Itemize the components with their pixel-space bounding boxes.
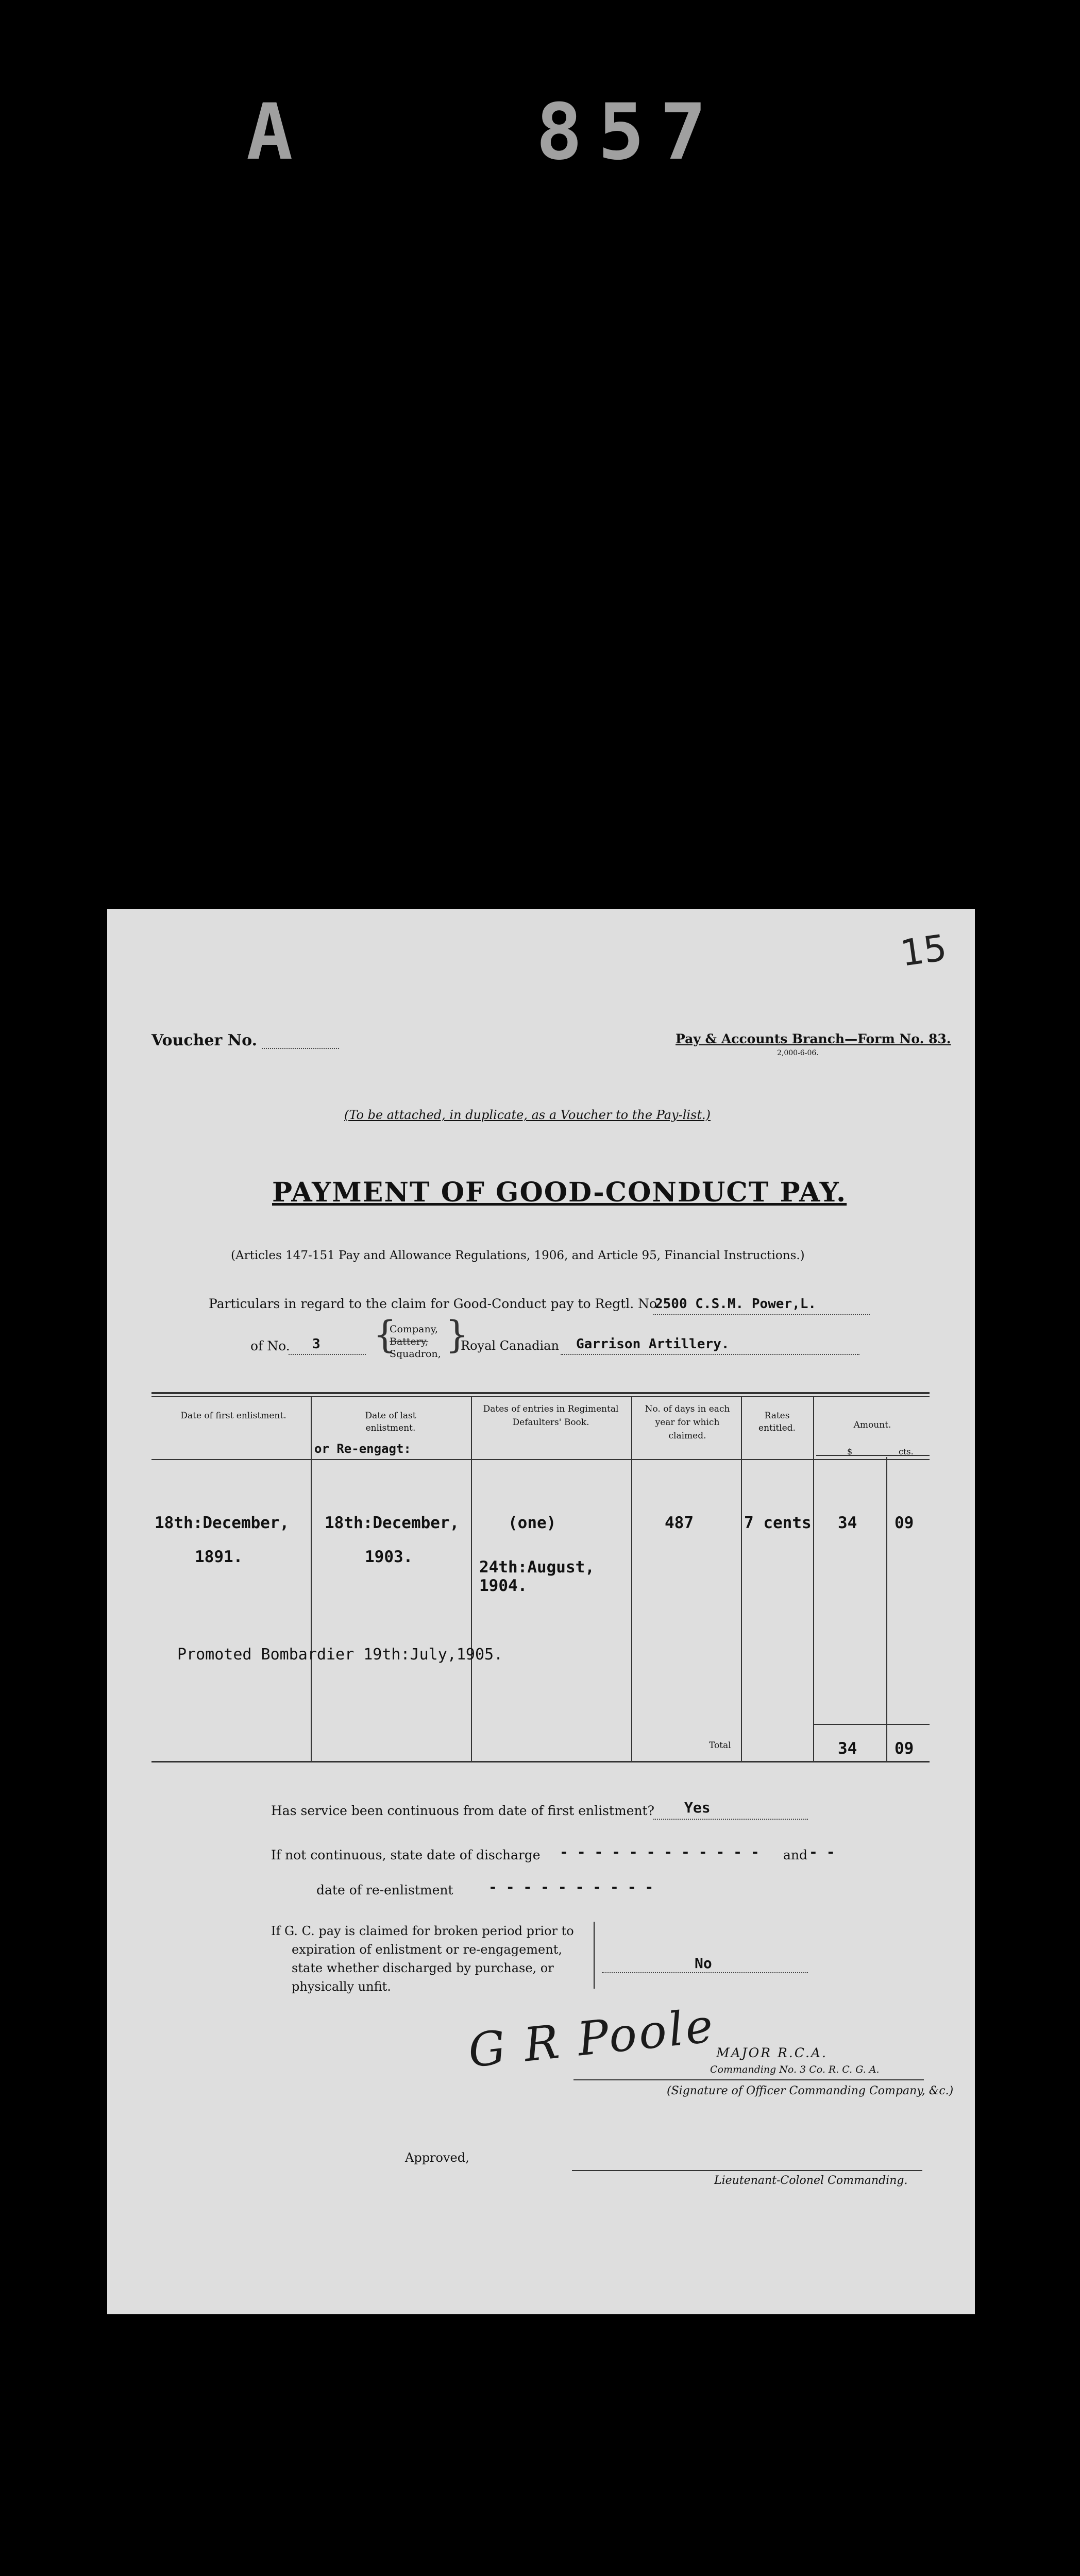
voucher-line	[262, 1048, 339, 1049]
gc-line-3: state whether discharged by purchase, or	[292, 1961, 554, 1975]
header-cents: cts.	[899, 1447, 914, 1456]
gc-answer-line	[602, 1972, 808, 1973]
header-first-enlistment: Date of first enlistment.	[180, 1411, 286, 1421]
approval-line	[572, 2170, 922, 2171]
particulars-prefix: Particulars in regard to the claim for Good-Conduct pay to Regtl. No.	[209, 1296, 661, 1311]
last-enlistment-date: 18th:December,	[325, 1514, 460, 1532]
right-brace: }	[445, 1313, 469, 1356]
table-top-rule	[151, 1392, 930, 1394]
regtl-no-line	[653, 1314, 870, 1315]
and-label: and	[783, 1848, 808, 1862]
first-enlistment-date: 18th:December,	[155, 1514, 290, 1532]
and-dashes: - -	[809, 1843, 835, 1860]
unit-type-options	[390, 1323, 441, 1360]
header-amount: Amount.	[853, 1420, 891, 1430]
option-battery: Battery,	[390, 1336, 429, 1347]
regtl-no-value: 2500 C.S.M. Power,L.	[655, 1296, 817, 1312]
header-dollars: $	[847, 1447, 853, 1456]
header-defaulters: Dates of entries in Regimental Defaulters' Book.	[483, 1404, 619, 1428]
first-enlistment-year: 1891.	[195, 1548, 243, 1566]
answer-continuous: Yes	[684, 1799, 711, 1816]
rate-entitled: 7 cents	[744, 1514, 812, 1532]
continuous-line	[653, 1819, 808, 1820]
attach-note: (To be attached, in duplicate, as a Voucher to the Pay-list.)	[344, 1108, 711, 1122]
articles-note: (Articles 147-151 Pay and Allowance Regulations, 1906, and Article 95, Financial Instructions.)	[231, 1249, 805, 1262]
form-label: Pay & Accounts Branch—Form No. 83.	[676, 1031, 951, 1046]
unit-no-line	[289, 1354, 366, 1355]
total-rule	[813, 1724, 930, 1725]
total-cents: 09	[895, 1739, 914, 1758]
col-divider-5	[813, 1396, 814, 1761]
signature-line	[573, 2079, 924, 2080]
answer-gc-pay: No	[695, 1955, 712, 1972]
table-bottom-rule	[151, 1761, 930, 1762]
defaulters-year: 1904.	[479, 1577, 528, 1595]
frame-letter: A	[246, 88, 309, 177]
corps-line	[561, 1354, 859, 1355]
defaulters-count: (one)	[508, 1514, 556, 1532]
print-code: 2,000-6-06.	[777, 1049, 819, 1057]
signature-caption: (Signature of Officer Commanding Company, &c.)	[667, 2084, 954, 2097]
amount-dollars: 34	[838, 1514, 857, 1532]
frame-number: 857	[536, 88, 722, 177]
re-engage-stamp: or Re-engagt:	[314, 1442, 411, 1456]
pay-voucher-document	[107, 909, 975, 2314]
option-squadron: Squadron,	[390, 1348, 441, 1360]
royal-canadian-label: Royal Canadian	[461, 1338, 559, 1353]
voucher-label: Voucher No.	[151, 1031, 258, 1049]
col-divider-6	[886, 1457, 887, 1761]
header-days: No. of days in each year for which claimed.	[645, 1404, 730, 1441]
lt-col-caption: Lieutenant-Colonel Commanding.	[714, 2174, 908, 2187]
col-divider-1	[311, 1396, 312, 1761]
question-reenlistment: date of re-enlistment	[316, 1883, 453, 1897]
gc-line-2: expiration of enlistment or re-engagement,	[292, 1942, 562, 1957]
total-dollars: 34	[838, 1739, 857, 1758]
gc-bracket	[590, 1922, 595, 1989]
amount-cents: 09	[895, 1514, 914, 1532]
col-divider-4	[741, 1396, 742, 1761]
unit-no-value: 3	[312, 1336, 320, 1352]
days-claimed: 487	[665, 1514, 694, 1532]
col-divider-2	[471, 1396, 472, 1761]
gc-line-4: physically unfit.	[292, 1979, 391, 1994]
rank-stamp: MAJOR R.C.A.	[716, 2045, 828, 2060]
total-label: Total	[709, 1740, 731, 1751]
question-continuous: Has service been continuous from date of first enlistment?	[271, 1803, 655, 1818]
question-discharge: If not continuous, state date of discharge	[271, 1848, 541, 1862]
promotion-remark: Promoted Bombardier 19th:July,1905.	[177, 1646, 503, 1664]
last-enlistment-year: 1903.	[365, 1548, 413, 1566]
left-brace: {	[373, 1313, 397, 1356]
commanding-stamp: Commanding No. 3 Co. R. C. G. A.	[710, 2064, 880, 2075]
header-last-enlistment: Date of last enlistment.	[365, 1411, 416, 1433]
corps-value: Garrison Artillery.	[576, 1336, 730, 1352]
question-gc-pay	[271, 1922, 574, 1996]
gc-line-1: If G. C. pay is claimed for broken period prior to	[271, 1924, 574, 1938]
page-title: PAYMENT OF GOOD-CONDUCT PAY.	[272, 1177, 847, 1208]
option-company: Company,	[390, 1324, 438, 1335]
col-divider-3	[631, 1396, 632, 1761]
signature: G R Poole	[465, 1998, 718, 2078]
page-mark: 15	[898, 926, 950, 975]
reenlistment-dashes: - - - - - - - - - -	[488, 1878, 654, 1895]
defaulters-date: 24th:August,	[479, 1558, 595, 1577]
approved-label: Approved,	[405, 2150, 469, 2165]
of-no-label: of No.	[250, 1338, 290, 1353]
header-rates: Rates entitled.	[758, 1411, 796, 1433]
discharge-dashes: - - - - - - - - - - - -	[560, 1843, 760, 1860]
